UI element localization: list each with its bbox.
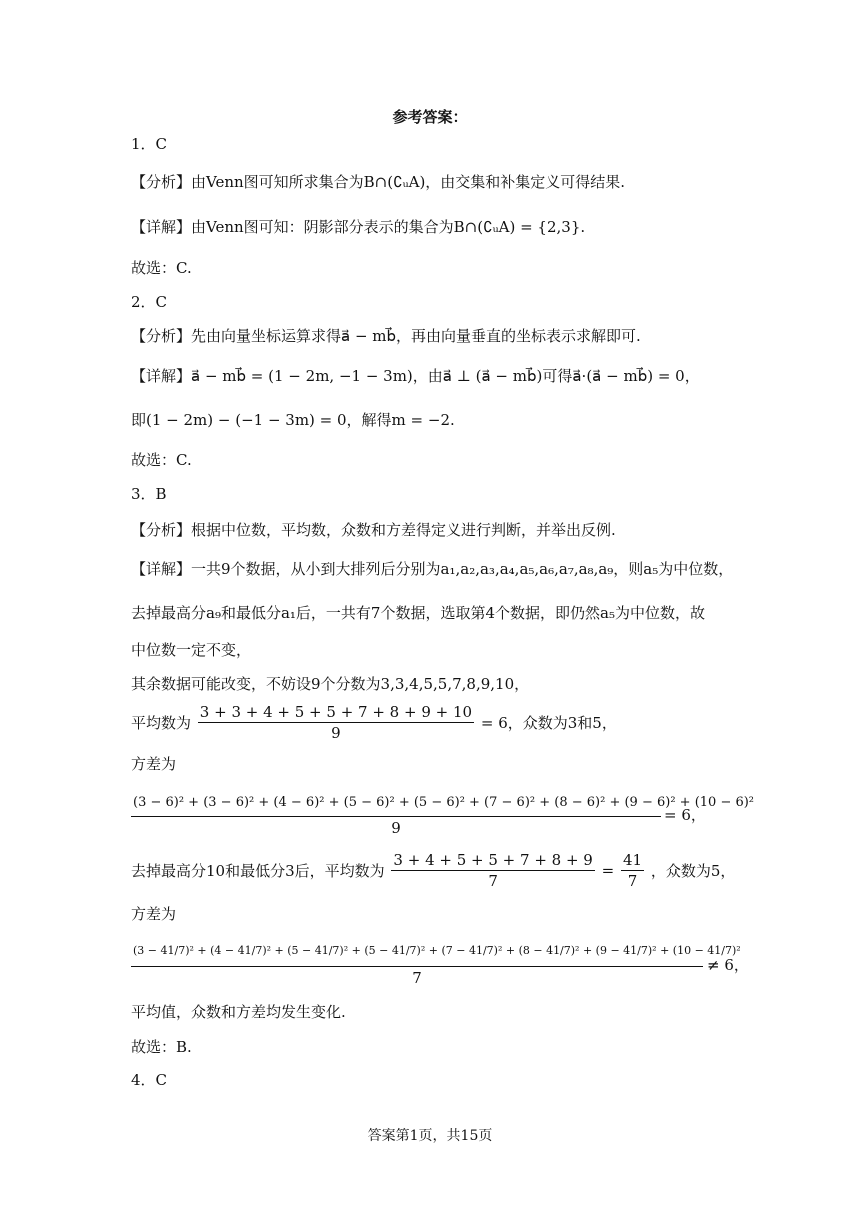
q2-analysis: 【分析】先由向量坐标运算求得a⃗ − mb⃗，再由向量垂直的坐标表示求解即可. xyxy=(131,327,641,345)
q2-choice: 故选：C. xyxy=(131,451,192,469)
q3-variance-denominator: 9 xyxy=(391,819,401,837)
q3-conclusion: 平均值，众数和方差均发生变化. xyxy=(131,1003,346,1021)
q3-after-mean-line xyxy=(131,850,735,891)
q3-after-suffix: ，众数为5， xyxy=(650,862,736,880)
q3-variance-label: 方差为 xyxy=(131,755,177,773)
q3-choice: 故选：B. xyxy=(131,1038,192,1056)
q2-detail: 【详解】a⃗ − mb⃗ = (1 − 2m, −1 − 3m)，由a⃗ ⊥ (a⃗ − mb⃗)可得a⃗·(a⃗ − mb⃗) = 0， xyxy=(131,367,700,385)
q3-mean-prefix: 平均数为 xyxy=(131,714,192,732)
q3-variance-numerator: (3 − 6)² + (3 − 6)² + (4 − 6)² + (5 − 6)² + (5 − 6)² + (7 − 6)² + (8 − 6)² + (9 − 6)² + (10 − 6)² xyxy=(131,790,661,817)
q3-variance2-fraction xyxy=(131,936,741,989)
q3-variance-fraction xyxy=(131,790,755,839)
q2-then: 即(1 − 2m) − (−1 − 3m) = 0，解得m = −2. xyxy=(131,411,455,429)
q3-after-result-numerator: 41 xyxy=(623,851,643,869)
q3-after-fraction xyxy=(391,850,594,891)
q3-mean-suffix: = 6，众数为3和5， xyxy=(480,714,617,732)
q1-analysis: 【分析】由Venn图可知所求集合为B∩(∁ᵤA)，由交集和补集定义可得结果. xyxy=(131,173,626,191)
q3-after-numerator: 3 + 4 + 5 + 5 + 7 + 8 + 9 xyxy=(393,851,593,869)
q3-detail-line1: 【详解】一共9个数据，从小到大排列后分别为a₁,a₂,a₃,a₄,a₅,a₆,a₇,a₈,a₉，则a₅为中位数， xyxy=(131,560,734,578)
q3-answer: 3．B xyxy=(131,485,167,503)
page-title: 参考答案： xyxy=(392,108,468,126)
q3-detail-line2: 去掉最高分a₉和最低分a₁后，一共有7个数据，选取第4个数据，即仍然a₅为中位数，故 xyxy=(131,604,705,622)
q3-variance2-label: 方差为 xyxy=(131,905,177,923)
q3-after-result-fraction xyxy=(621,850,644,891)
q3-detail-line3: 中位数一定不变， xyxy=(131,641,252,659)
q1-answer: 1．C xyxy=(131,135,168,153)
q3-variance2-suffix: ≠ 6， xyxy=(707,956,749,974)
q3-after-prefix: 去掉最高分10和最低分3后，平均数为 xyxy=(131,862,385,880)
q3-detail-line4: 其余数据可能改变，不妨设9个分数为3,3,4,5,5,7,8,9,10， xyxy=(131,675,530,693)
q3-after-result-denominator: 7 xyxy=(627,872,638,890)
q4-answer: 4．C xyxy=(131,1071,168,1089)
q3-variance2-numerator: (3 − 41/7)² + (4 − 41/7)² + (5 − 41/7)² + (5 − 41/7)² + (7 − 41/7)² + (8 − 41/7)² + (9 − 41/7)² + (10 − 41/7)² xyxy=(131,936,703,967)
q3-analysis: 【分析】根据中位数，平均数，众数和方差得定义进行判断，并举出反例. xyxy=(131,521,616,539)
q1-detail: 【详解】由Venn图可知：阴影部分表示的集合为B∩(∁ᵤA) = {2,3}. xyxy=(131,218,586,236)
q3-after-equals: = xyxy=(601,861,615,880)
q3-variance-suffix: = 6， xyxy=(664,806,706,824)
q1-choice: 故选：C. xyxy=(131,259,192,277)
q3-mean-fraction xyxy=(198,702,474,743)
q3-mean-denominator: 9 xyxy=(331,724,341,742)
q3-mean-line xyxy=(131,702,617,743)
q3-after-denominator: 7 xyxy=(488,872,498,890)
q3-variance2-denominator: 7 xyxy=(412,969,422,987)
q3-mean-numerator: 3 + 3 + 4 + 5 + 5 + 7 + 8 + 9 + 10 xyxy=(199,703,473,721)
page-footer: 答案第1页，共15页 xyxy=(367,1128,493,1144)
q2-answer: 2．C xyxy=(131,293,168,311)
